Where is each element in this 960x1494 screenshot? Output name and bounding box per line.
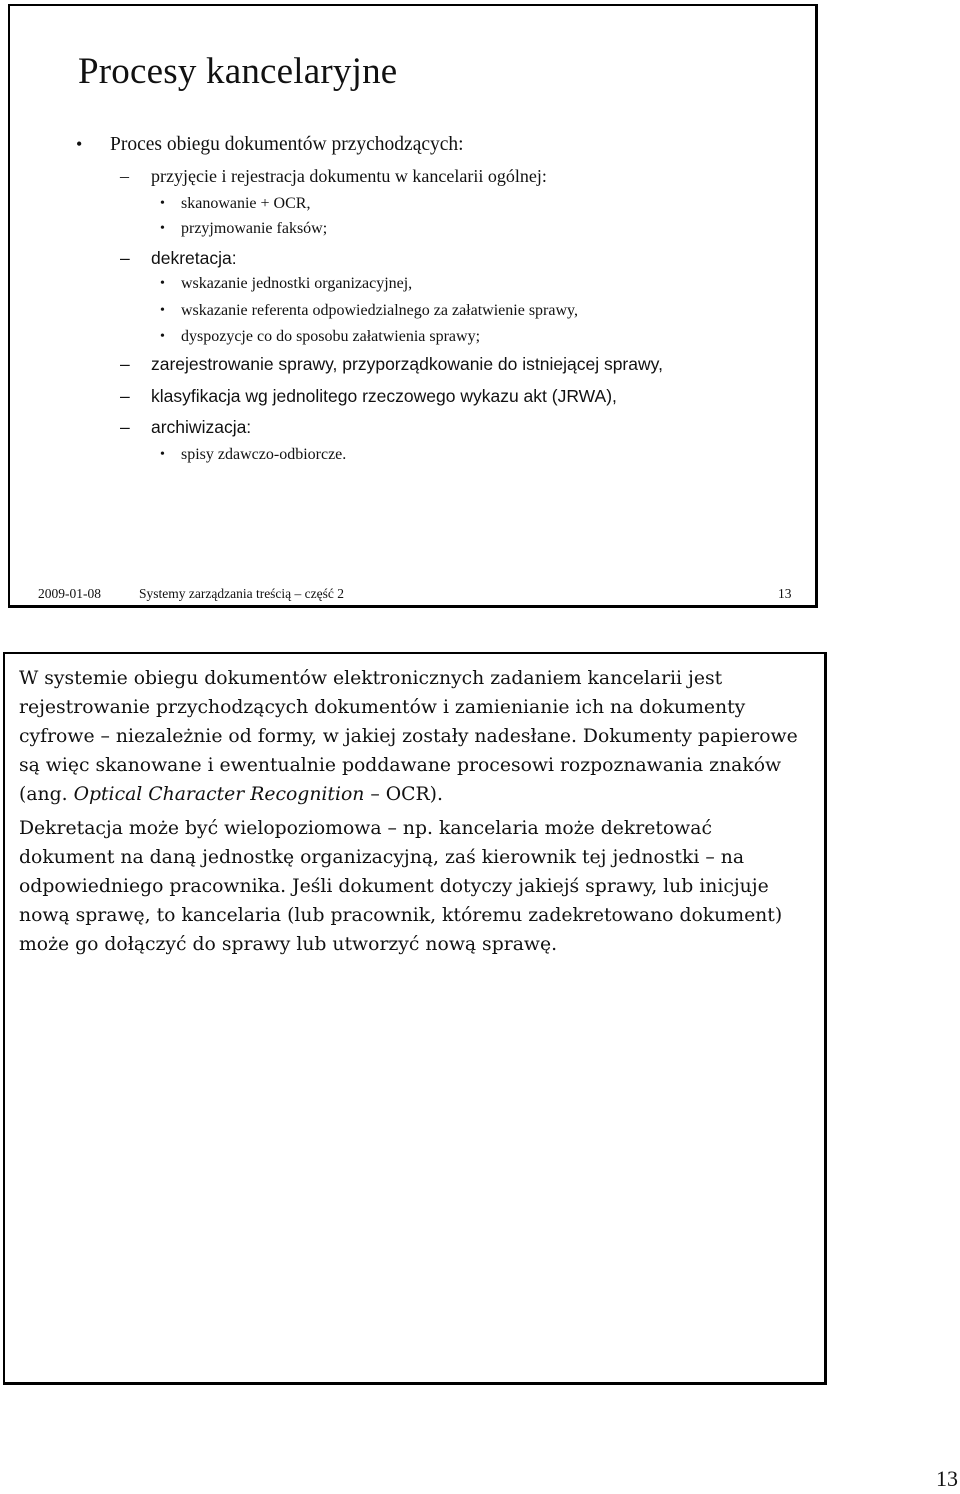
notes-p1-text: W systemie obiegu dokumentów elektronicznych zadaniem kancelarii jest rejestrowanie przychodzących dokumentów i zamienianie ich na dokumenty cyfrowe – niezależnie od formy, w jakiej zostały nadesłane. Dokumenty papierowe są więc skanowane i ewentualnie poddawane procesowi rozpoznawania znaków (ang. xyxy=(19,668,798,805)
dash-marker: – xyxy=(120,166,129,186)
bullet-text: przyjęcie i rejestracja dokumentu w kancelarii ogólnej: xyxy=(151,166,547,186)
bullet-l3-4 xyxy=(160,302,578,320)
dash-marker: – xyxy=(120,417,130,437)
bullet-l2-4 xyxy=(120,386,617,407)
bullet-marker: • xyxy=(160,447,165,462)
bullet-l2-5 xyxy=(120,417,251,438)
bullet-text: spisy zdawczo-odbiorcze. xyxy=(181,446,347,463)
bullet-l3-2 xyxy=(160,220,327,238)
bullet-l2-3 xyxy=(120,354,663,375)
dash-marker: – xyxy=(120,248,130,268)
bullet-marker: • xyxy=(160,221,165,236)
page-number: 13 xyxy=(936,1466,958,1491)
footer-slide-number: 13 xyxy=(778,586,792,601)
slide-title: Procesy kancelaryjne xyxy=(78,51,398,92)
bullet-text: dyspozycje co do sposobu załatwienia sprawy; xyxy=(181,328,481,345)
bullet-text: klasyfikacja wg jednolitego rzeczowego wykazu akt (JRWA), xyxy=(151,386,617,406)
dash-marker: – xyxy=(120,354,130,374)
bullet-text: Proces obiegu dokumentów przychodzących: xyxy=(110,134,464,155)
bullet-l3-6 xyxy=(160,446,346,464)
bullet-marker: • xyxy=(160,196,165,211)
dash-marker: – xyxy=(120,386,130,406)
bullet-marker: • xyxy=(160,329,165,344)
bullet-l1-1 xyxy=(76,134,464,156)
bullet-text: przyjmowanie faksów; xyxy=(181,220,328,237)
bullet-marker: • xyxy=(160,303,165,318)
footer-course-title: Systemy zarządzania treścią – część 2 xyxy=(139,586,345,601)
bullet-text: zarejestrowanie sprawy, przyporządkowanie do istniejącej sprawy, xyxy=(151,354,663,374)
bullet-text: skanowanie + OCR, xyxy=(181,195,311,212)
bullet-text: wskazanie jednostki organizacyjnej, xyxy=(181,275,413,292)
bullet-marker: • xyxy=(76,134,83,154)
slide-frame xyxy=(8,4,818,608)
notes-paragraph-1 xyxy=(19,664,809,809)
notes-paragraph-2: Dekretacja może być wielopoziomowa – np. kancelaria może dekretować dokument na daną jednostkę organizacyjną, zaś kierownik tej jednostki – na odpowiedniego pracownika. Jeśli dokument dotyczy jakiejś sprawy, lub inicjuje nową sprawę, to kancelaria (lub pracownik, któremu zadekretowano dokument) może go dołączyć do sprawy lub utworzyć nową sprawę. xyxy=(19,818,783,955)
notes-p1-tail: – OCR). xyxy=(364,784,443,805)
bullet-l3-3 xyxy=(160,275,412,293)
bullet-text: wskazanie referenta odpowiedzialnego za załatwienie sprawy, xyxy=(181,302,578,319)
bullet-l2-2 xyxy=(120,248,237,269)
notes-p1-italic-term: Optical Character Recognition xyxy=(73,784,365,805)
bullet-l2-1 xyxy=(120,166,547,187)
bullet-l3-5 xyxy=(160,328,480,346)
bullet-marker: • xyxy=(160,276,165,291)
bullet-text: dekretacja: xyxy=(151,248,237,268)
bullet-l3-1 xyxy=(160,195,310,213)
notes-frame xyxy=(3,652,827,1385)
footer-date: 2009-01-08 xyxy=(38,586,101,601)
bullet-text: archiwizacja: xyxy=(151,417,252,437)
notes-text xyxy=(19,664,809,959)
